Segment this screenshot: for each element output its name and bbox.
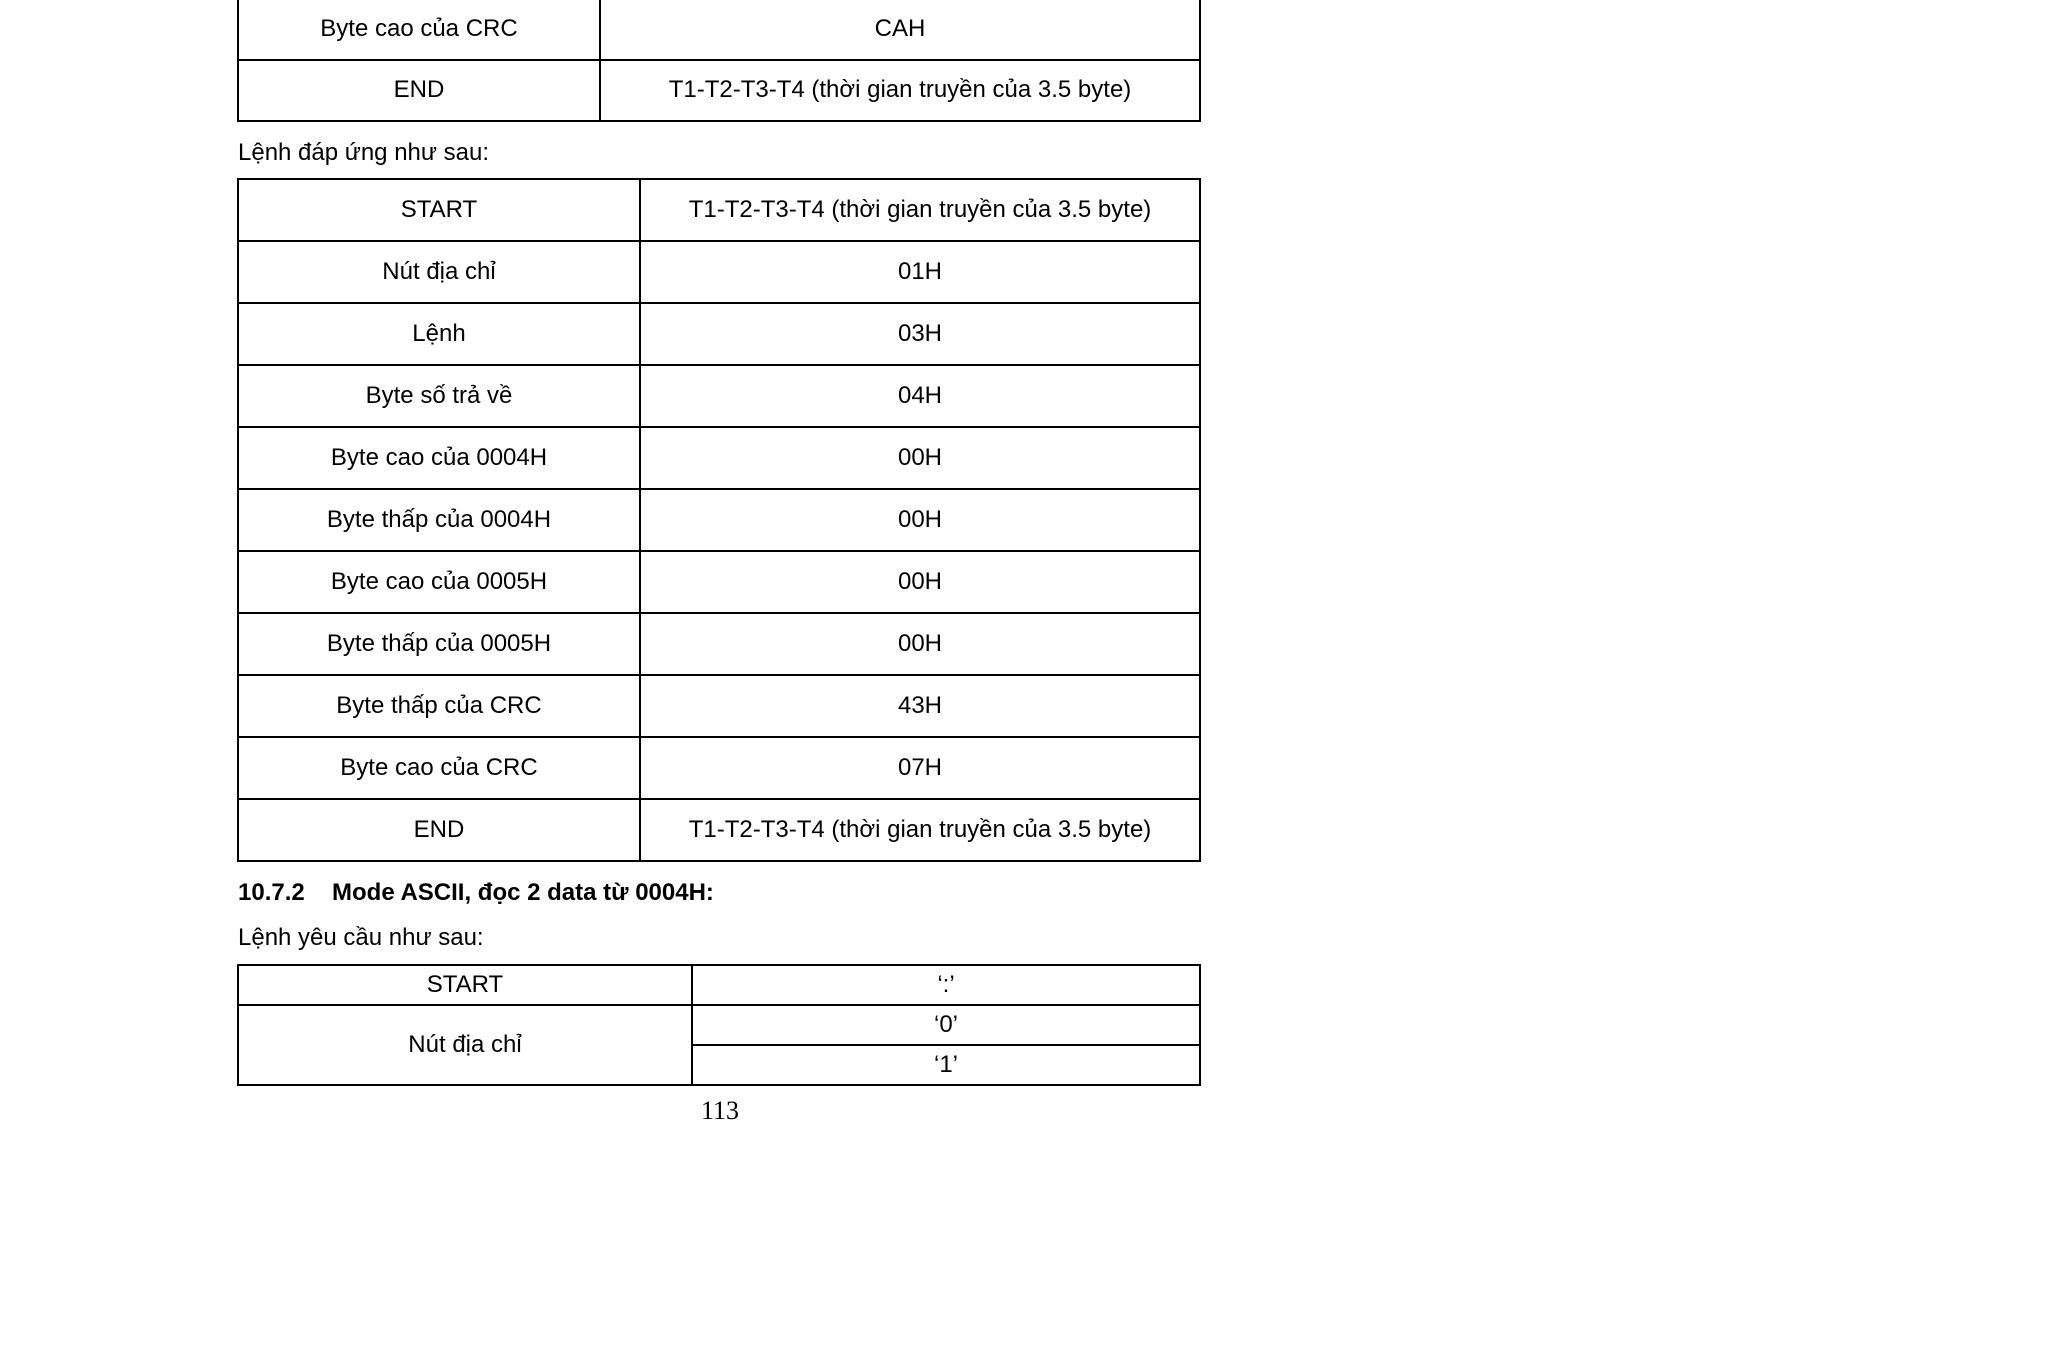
table-row: [238, 427, 1200, 489]
table-cell-value: 03H: [640, 303, 1200, 365]
table-cell-value: ‘:’: [692, 965, 1200, 1005]
table-cell-value: 07H: [640, 737, 1200, 799]
table-cell-value: 00H: [640, 551, 1200, 613]
table-cell-value: T1-T2-T3-T4 (thời gian truyền của 3.5 byte): [640, 799, 1200, 861]
table-row: [238, 737, 1200, 799]
table-cell-field: START: [238, 179, 640, 241]
table-row: [238, 965, 1200, 1005]
table-row: [238, 799, 1200, 861]
table-row: [238, 241, 1200, 303]
request-intro: Lệnh yêu cầu như sau:: [238, 924, 484, 951]
table-row: [238, 179, 1200, 241]
table-cell-value: CAH: [600, 0, 1200, 60]
table-row: [238, 0, 1200, 60]
table-cell-field: Byte cao của CRC: [238, 0, 600, 60]
table-cell-value: 00H: [640, 427, 1200, 489]
table-cell-field: Byte thấp của 0005H: [238, 613, 640, 675]
table-cell-value: T1-T2-T3-T4 (thời gian truyền của 3.5 byte): [640, 179, 1200, 241]
ascii-request-table: [237, 964, 1201, 1086]
page-number: 113: [700, 1096, 740, 1125]
table-cell-field: Byte cao của CRC: [238, 737, 640, 799]
request-table-end: [237, 0, 1201, 122]
table-row: [238, 489, 1200, 551]
table-cell-field: Byte thấp của 0004H: [238, 489, 640, 551]
table-cell-field: Byte thấp của CRC: [238, 675, 640, 737]
response-intro: Lệnh đáp ứng như sau:: [238, 139, 489, 166]
table-cell-field: Byte cao của 0005H: [238, 551, 640, 613]
table-row: [238, 675, 1200, 737]
table-cell-value: 04H: [640, 365, 1200, 427]
table-row: [238, 365, 1200, 427]
table-cell-value: ‘1’: [692, 1045, 1200, 1085]
table-cell-value: 00H: [640, 613, 1200, 675]
table-cell-field: Nút địa chỉ: [238, 1005, 692, 1085]
table-cell-value: T1-T2-T3-T4 (thời gian truyền của 3.5 byte): [600, 60, 1200, 121]
table-cell-value: 43H: [640, 675, 1200, 737]
table-row: [238, 1005, 1200, 1045]
table-cell-value: 00H: [640, 489, 1200, 551]
section-heading: [238, 879, 714, 907]
table-row: [238, 551, 1200, 613]
table-row: [238, 60, 1200, 121]
table-row: [238, 613, 1200, 675]
table-cell-value: 01H: [640, 241, 1200, 303]
section-title: Mode ASCII, đọc 2 data từ 0004H:: [332, 879, 714, 906]
table-cell-field: Byte cao của 0004H: [238, 427, 640, 489]
table-cell-value: ‘0’: [692, 1005, 1200, 1045]
table-cell-field: Nút địa chỉ: [238, 241, 640, 303]
table-cell-field: END: [238, 799, 640, 861]
table-cell-field: END: [238, 60, 600, 121]
section-number: 10.7.2: [238, 879, 305, 906]
table-cell-field: Lệnh: [238, 303, 640, 365]
table-cell-field: Byte số trả về: [238, 365, 640, 427]
table-cell-field: START: [238, 965, 692, 1005]
table-row: [238, 303, 1200, 365]
response-table: [237, 178, 1201, 862]
